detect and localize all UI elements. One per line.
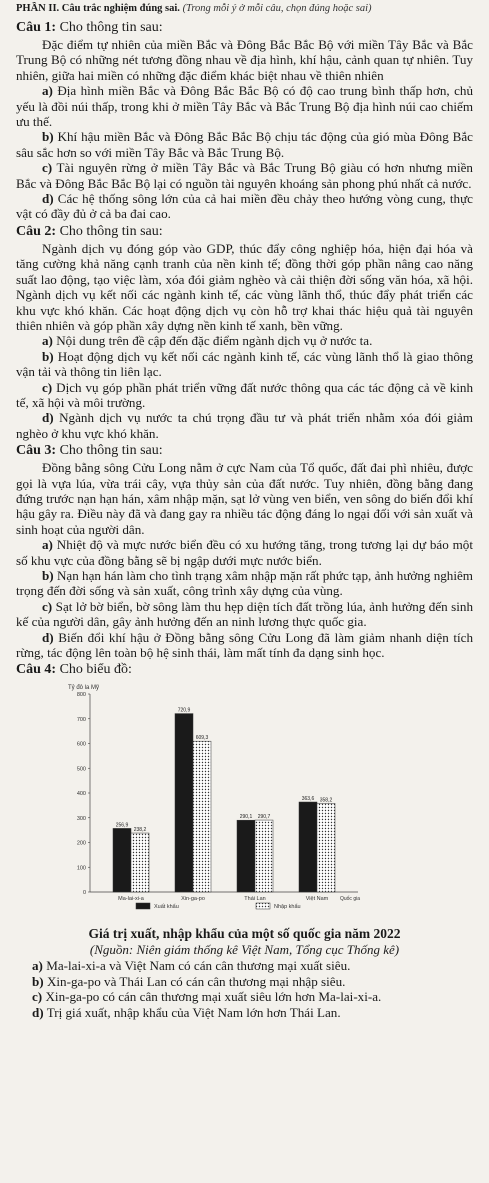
chart-category-label: Xin-ga-po bbox=[181, 896, 205, 903]
chart-category-label: Thái Lan bbox=[244, 896, 266, 903]
chart-bar-import bbox=[255, 820, 273, 892]
chart-y-tick-label: 200 bbox=[76, 840, 86, 847]
question-1-passage: Đặc điểm tự nhiên của miền Bắc và Đông Bắc Bắc Bộ với miền Tây Bắc và Bắc Trung Bộ có những nét tương đồng nhau về địa hình, khí hậu, cảnh quan tự nhiên. Tuy nhiên, giữa hai miền có những đặc điểm khác biệt nhau về thiên nhiên bbox=[16, 37, 473, 83]
chart-data-label: 609,3 bbox=[195, 735, 209, 742]
question-1-option-c: c) Tài nguyên rừng ở miền Tây Bắc và Bắc Trung Bộ giàu có hơn nhưng miền Bắc và Đông Bắc Bắc Bộ lại có nguồn tài nguyên khoáng sản phong phú nhất cả nước. bbox=[16, 160, 473, 191]
chart-y-tick-label: 800 bbox=[76, 692, 86, 699]
chart-y-tick-label: 0 bbox=[82, 890, 86, 897]
chart-y-tick-label: 100 bbox=[76, 865, 86, 872]
part-header bbox=[16, 2, 473, 15]
question-1-option-a: a) Địa hình miền Bắc và Đông Bắc Bắc Bộ có độ cao trung bình thấp hơn, chủ yếu là đồi núi thấp, trong khi ở miền Tây Bắc và Bắc Trung Bộ địa hình núi cao chiếm ưu thế. bbox=[16, 83, 473, 130]
trade-chart-svg bbox=[66, 680, 366, 920]
chart-legend-swatch bbox=[256, 903, 270, 909]
question-4-title: Câu 4: Cho biểu đồ: bbox=[16, 662, 132, 678]
question-2 bbox=[16, 223, 473, 441]
chart-data-label: 256,9 bbox=[115, 822, 129, 829]
trade-chart bbox=[66, 680, 366, 920]
question-1-title: Câu 1: Cho thông tin sau: bbox=[16, 20, 163, 35]
question-3-title: Câu 3: Cho thông tin sau: bbox=[16, 443, 163, 459]
question-2-option-a: a) Nội dung trên đề cập đến đặc điểm ngành dịch vụ ở nước ta. bbox=[42, 333, 373, 349]
chart-y-tick-label: 500 bbox=[76, 766, 86, 773]
chart-data-label: 363,6 bbox=[301, 796, 315, 803]
chart-data-label: 238,2 bbox=[133, 827, 147, 834]
question-1 bbox=[16, 19, 473, 222]
question-3-option-c: c) Sạt lở bờ biển, bờ sông làm thu hẹp diện tích đất trồng lúa, ảnh hưởng đến sinh kế của người dân, gây ảnh hưởng đến an ninh lương thực quốc gia. bbox=[16, 598, 473, 630]
chart-data-label: 358,2 bbox=[319, 797, 333, 804]
question-3-option-a: a) Nhiệt độ và mực nước biển đều có xu hướng tăng, trong tương lại dự báo một số khu vực của đồng bằng sẽ bị ngập dưới mực nước biển. bbox=[16, 537, 473, 568]
chart-bar-export bbox=[175, 714, 193, 892]
chart-bar-import bbox=[131, 833, 149, 892]
question-1-option-b: b) Khí hậu miền Bắc và Đông Bắc Bắc Bộ chịu tác động của gió mùa Đông Bắc sâu sắc hơn so với miền Tây Bắc và Bắc Trung Bộ. bbox=[16, 129, 473, 160]
part-title: PHẦN II. Câu trắc nghiệm đúng sai. bbox=[16, 3, 180, 14]
question-4-option-c: c) Xin-ga-po có cán cân thương mại xuất siêu lớn hơn Ma-lai-xi-a. bbox=[32, 989, 382, 1005]
question-2-option-c: c) Dịch vụ góp phần phát triển vững đất nước thông qua các tác động cả về kinh tế, xã hội và môi trường. bbox=[16, 379, 473, 410]
chart-data-label: 720,9 bbox=[177, 708, 191, 715]
chart-bar-import bbox=[317, 804, 335, 893]
question-3-passage: Đồng bằng sông Cửu Long nằm ở cực Nam của Tổ quốc, đất đai phì nhiêu, được gọi là vựa lúa, vừa trái cây, vựa thủy sản của đất nước. Tuy nhiên, đồng bằng đang đứng trước nạn hạn hán, xâm nhập mặn, sạt lở vùng ven biển, ven sông do biến đổi khí hậu gây ra. Điều này đã và đang gay ra nhiều tác động đáng lo ngại đối với sản xuất và sinh hoạt của người dân. bbox=[16, 460, 473, 537]
chart-category-label: Việt Nam bbox=[305, 896, 329, 903]
question-3-option-b: b) Nạn hạn hán làm cho tình trạng xâm nhập mặn rất phức tạp, ảnh hưởng nghiêm trọng đến đời sống và sản xuất, công trình xây dựng của vùng. bbox=[16, 568, 473, 599]
chart-y-axis-label: Tỷ đô la Mỹ bbox=[68, 685, 100, 692]
chart-source: (Nguồn: Niên giám thống kê Việt Nam, Tổng cục Thống kê) bbox=[89, 942, 400, 958]
question-2-passage: Ngành dịch vụ đóng góp vào GDP, thúc đẩy công nghiệp hóa, hiện đại hóa và tăng cường khả năng cạnh tranh của nền kinh tế; đồng thời góp phần nâng cao năng suất lao động, tạo việc làm, xóa đói giảm nghèo và cải thiện đời sống văn hóa, xã hội. Ngành dịch vụ kết nối các ngành kinh tế, các vùng lãnh thổ, thúc đẩy phát triển các khu vực khó khăn. Các hoạt động dịch vụ còn hỗ trợ khai thác hiệu quả tài nguyên thiên nhiên và góp phần xây dựng nền kinh tế xanh, bền vững. bbox=[16, 240, 473, 333]
chart-y-tick-label: 400 bbox=[76, 791, 86, 798]
part-instruction: (Trong mỗi ý ở mỗi câu, chọn đúng hoặc sai) bbox=[182, 3, 372, 14]
chart-bar-export bbox=[113, 829, 131, 893]
chart-bar-export bbox=[237, 821, 255, 893]
chart-bar-export bbox=[299, 802, 317, 892]
chart-data-label: 290,7 bbox=[257, 814, 271, 821]
chart-caption: Giá trị xuất, nhập khẩu của một số quốc gia năm 2022 bbox=[88, 926, 401, 942]
chart-data-label: 290,1 bbox=[239, 814, 253, 821]
question-4 bbox=[16, 661, 473, 1020]
chart-x-axis-label: Quốc gia bbox=[339, 896, 360, 903]
question-4-option-d: d) Trị giá xuất, nhập khẩu của Việt Nam lớn hơn Thái Lan. bbox=[32, 1004, 341, 1020]
question-4-option-b: b) Xin-ga-po và Thái Lan có cán cân thương mại nhập siêu. bbox=[32, 973, 346, 989]
question-4-option-a: a) Ma-lai-xi-a và Việt Nam có cán cân thương mại xuất siêu. bbox=[32, 958, 351, 974]
chart-y-tick-label: 600 bbox=[76, 741, 86, 748]
chart-legend-label: Nhập khẩu bbox=[274, 904, 301, 911]
question-3 bbox=[16, 442, 473, 660]
question-2-option-b: b) Hoạt động dịch vụ kết nối các ngành kinh tế, các vùng lãnh thổ là giao thông vận tải và thông tin liên lạc. bbox=[16, 348, 474, 380]
chart-y-tick-label: 300 bbox=[76, 816, 86, 823]
question-1-option-d: d) Các hệ thống sông lớn của cả hai miền đều chảy theo hướng vòng cung, thực vật có đầy đủ ở cả ba đai cao. bbox=[16, 191, 473, 222]
chart-legend-label: Xuất khẩu bbox=[154, 904, 179, 911]
question-2-option-d: d) Ngành dịch vụ nước ta chú trọng đầu tư và phát triển nhằm xóa đói giảm nghèo ở khu vực khó khăn. bbox=[16, 410, 473, 441]
chart-bar-import bbox=[193, 742, 211, 893]
chart-y-tick-label: 700 bbox=[76, 717, 86, 724]
question-2-title: Câu 2: Cho thông tin sau: bbox=[16, 223, 163, 239]
chart-legend-swatch bbox=[136, 903, 150, 909]
question-3-option-d: d) Biến đổi khí hậu ở Đồng bằng sông Cửu Long đã làm giảm nhanh diện tích rừng, tác động lên toàn bộ hệ sinh thái, làm mất tính đa dạng sinh học. bbox=[16, 629, 473, 661]
chart-category-label: Ma-lai-xi-a bbox=[118, 896, 144, 903]
